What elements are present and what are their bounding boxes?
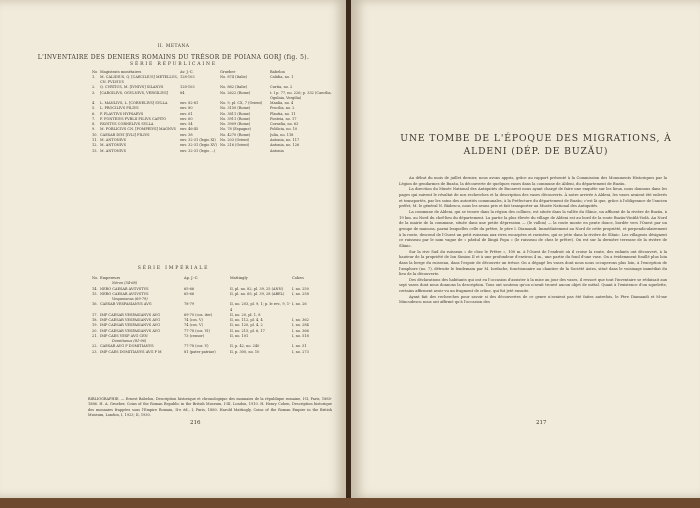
magistrate-cell: M. CALIDIUS, Q. [CAECILIUS] METELLUS, CN. FVLVIUS: [100, 75, 178, 85]
date-cell: 78-79: [184, 302, 195, 307]
mattingly-cell: II, pl. no. 65, pl. 39, 28 (ABEL): [230, 291, 285, 296]
article-title-line-2: ALDENI (DÉP. DE BUZĂU): [463, 146, 609, 157]
number-header: No.: [92, 276, 99, 280]
babelon-cell: Antonia, no. 126: [270, 143, 300, 148]
reign-label: Néron (54-68): [112, 281, 138, 286]
emperor-cell: IMP CAESAR VESPASIANVS AVG: [100, 328, 160, 333]
cohen-header: Cohen: [292, 276, 304, 280]
date-cell: 84: [180, 90, 185, 95]
book-bottom-edge: [0, 498, 700, 508]
babelon-cell: t. I p. 77, no. 226; p. 332 (Caecilia, Ogulnia, Vergilia): [270, 90, 332, 100]
grueber-cell: No. 2622 (Rome): [220, 90, 251, 95]
cohen-cell: I, no. 273: [292, 349, 309, 354]
babelon-cell: Curtia, no. 2: [270, 85, 293, 90]
article-paragraph: Ayant fait des recherches pour savoir si des découvertes de ce genre n'avaient pas été faites autrefois, le Père Diamandi et M-me Mincudescu nous ont affirmé qu'à l'occasion des: [399, 294, 667, 305]
right-page: [351, 0, 700, 498]
magistrate-cell: Q. CVRTIUS, M. [IVNIVS] SILANVS: [100, 85, 164, 90]
number-cell: 5.: [92, 106, 96, 111]
emperor-cell: CAESAR AVG F DOMITIANVS: [100, 344, 154, 349]
republican-section-title: SÉRIE RÉPUBLICAINE: [130, 62, 217, 67]
left-page: [0, 0, 347, 498]
number-cell: 7.: [92, 116, 96, 121]
magistrate-cell: M. ANTONIVS: [100, 148, 126, 153]
number-cell: 6.: [92, 111, 96, 116]
table-row: [92, 350, 332, 355]
cohen-cell: I, no. 284: [292, 323, 309, 328]
date-cell: 74 (cos. V): [184, 317, 203, 322]
number-cell: 21.: [92, 333, 98, 338]
magistrate-cell: M. ANTONIVS: [100, 143, 126, 148]
number-cell: 20.: [92, 328, 98, 333]
date-cell: 69-70 (cos. iter): [184, 312, 213, 317]
grueber-cell: No. 216 (Orient): [220, 143, 250, 148]
bibliography-text: — Ernest Babelon, Description historique et chronologique des monnaies de la république romaine, I-II, Paris, 1885-1886. H. A. Grueber, Coins of the Roman Republic in the British Museum, I-III, London, 1910. H. Henry Cohen, Description historique des monnaies frappées sous l'Empire Romain, II-e éd., I, Paris, 1880. Harold Mattingly, Coins of the Roman Empire in the British Museum, London, I, 1923; II, 1930.: [88, 397, 332, 418]
mattingly-header: Mattingly: [230, 276, 248, 280]
cohen-cell: I, no. 51: [292, 344, 307, 349]
magistrate-cell: L. PROCILIVS FILIVS: [100, 106, 139, 111]
babelon-cell: Antonia, no. 117: [270, 138, 300, 143]
emperor-cell: IMP CAES VESP AVG CEN: [100, 333, 148, 338]
emperor-header: Empereurs: [100, 276, 121, 280]
magistrate-cell: [CARGILIVS, OGVLNIVS, VERGILIVS]: [100, 90, 168, 95]
cohen-cell: I, no. 362: [292, 317, 309, 322]
mattingly-cell: II, no. 203, pl. 9, 1; p. le rev., 9, 1-4: [230, 302, 291, 312]
grueber-header: Grueber: [220, 70, 236, 74]
babelon-cell: Poblicia, no. 10: [270, 127, 298, 132]
number-cell: 15.: [92, 291, 98, 296]
number-cell: 8.: [92, 122, 96, 127]
babelon-cell: Fonteia, no. 17: [270, 116, 297, 121]
number-cell: 16.: [92, 302, 98, 307]
date-cell: 77-78 (cos. VI): [184, 328, 210, 333]
article-paragraph: La direction du Musée National des Antiquités de Bucarest nous ayant chargé de faire une enquête sur les lieux, nous donnons dans les pages qui suivent le résultat de nos recherches et la description des vases découverts. À notre arrivée à Aldeni, les vases avaient été enlevés et transportés, par les soins des autorités communales, à la Préfecture du département de Buzău; c'est là que, grâce à l'obligeance de l'ancien préfet, M. le général N. Bădescu, nous les avons pris et fait transporter au Musée National des Antiquités.: [399, 187, 667, 209]
magistrate-cell: M. ANTONIVS: [100, 138, 126, 143]
babelon-header: Babelon: [270, 70, 285, 74]
number-cell: 12.: [92, 143, 98, 148]
babelon-cell: Antonia: [270, 148, 284, 153]
grueber-cell: No. 874 (Italie): [220, 75, 248, 80]
date-header: Ap. J.-C.: [184, 276, 199, 280]
number-cell: 14.: [92, 286, 98, 291]
republican-table-body: [92, 75, 332, 154]
republican-table: [92, 70, 332, 154]
babelon-cell: Cornelia, no. 63: [270, 122, 299, 127]
magistrate-cell: FAVSTVS CORNELIVS SVLLA: [100, 122, 154, 127]
number-cell: 11.: [92, 138, 98, 143]
date-cell: env. 54: [180, 122, 193, 127]
magistrate-header: Magistrats monétaires: [100, 70, 142, 74]
inventory-title: L'INVENTAIRE DES DENIERS ROMAINS DU TRÉSOR DE POIANA GORJ (fig. 5).: [37, 54, 310, 61]
cohen-cell: I, no. 366: [292, 328, 309, 333]
date-cell: env. 80: [180, 106, 193, 111]
number-cell: 23.: [92, 349, 98, 354]
date-cell: 73 (censor): [184, 333, 205, 338]
mattingly-cell: II, p. 300, no. 10: [230, 349, 260, 354]
babelon-cell: Julia, no. 118: [270, 132, 294, 137]
number-cell: 19.: [92, 323, 98, 328]
magistrate-cell: L. MANLIVS, L. [CORNELIVS] SVLLA: [100, 100, 168, 105]
grueber-cell: No. 3811 (Rome): [220, 111, 251, 116]
table-row: [92, 75, 332, 85]
mattingly-cell: II, no. 120, pl. 4, 2: [230, 323, 263, 328]
grueber-cell: No. 882 (Italie): [220, 85, 248, 90]
number-cell: 17.: [92, 312, 98, 317]
date-cell: 65-66: [184, 286, 195, 291]
article-paragraph: Des déclarations des habitants qui ont eu l'occasion d'assister à la mise au jour des vases, il ressort que tout l'inventaire se réduisait aux sept vases dont nous donnons la description. Tous ont soutenu qu'on n'avait trouvé aucun objet de métal. Quant à l'existence d'un squelette, certains affirment avoir vu un fragment de crâne, qui fut jeté ensuite.: [399, 277, 667, 294]
number-cell: 9.: [92, 127, 96, 132]
number-cell: 18.: [92, 317, 98, 322]
number-cell: 1.: [92, 75, 96, 80]
grueber-cell: No. 9, pl. CX, 7 (Orient): [220, 100, 263, 105]
date-cell: env. 46-45: [180, 127, 199, 132]
mattingly-cell: II, p. 42, no. 240: [230, 344, 260, 349]
mattingly-cell: II, pl. no. 82, pl. 39, 25 (ANN): [230, 286, 283, 291]
cohen-cell: I, no. 518: [292, 333, 309, 338]
bibliography-label: BIBLIOGRAPHIE.: [88, 397, 120, 401]
table-row: [92, 149, 332, 154]
date-cell: env. 32-31 (legio XV): [180, 143, 217, 148]
emperor-cell: CAESAR VESPASIANVS AVG: [100, 302, 152, 307]
emperor-cell: IMP CAESAR VESPASIANVS AVG: [100, 312, 160, 317]
reign-label: Vespasianus (69-79): [112, 297, 148, 302]
cohen-cell: I, no. 26: [292, 302, 307, 307]
number-cell: 22.: [92, 344, 98, 349]
date-header: Av. J.-C.: [180, 70, 194, 74]
imperial-table: [92, 276, 332, 355]
article-paragraph: La commune de Aldeni, qui se trouve dans la région des collines, est située dans la vallée du Slănic, un affluent de la rivière de Buzău, à 19 km. au Nord du chef-lieu du département. La partie la plus élevée du village de Aldeni est au bord de la route Buzău-Vintilă-Vodă. Au Nord de la mairie de la commune, située dans une petite dépression — (le vallon) — la route monte en pente douce, bordée vers l'Ouest par un groupe de maisons, parmi lesquelles celle du prêtre, le père I. Diamandi. Immédiatement au Nord de cette propriété, et perpendiculairement à la route, descend de l'Ouest un petit ruisseau aux rives escarpées et ravinées, qui se jette dans la rivière de Slănic. Les villageois désignent ce ruisseau par le nom vague de « pârâul de lângă Popa » (le ruisseau de chez le prêtre). On est sur la dernière terrasse de la rivière de Slănic.: [399, 209, 667, 248]
emperor-cell: IMP CAESAR VESPASIANVS AVG: [100, 317, 160, 322]
number-header: No: [92, 70, 98, 74]
number-cell: 3.: [92, 90, 96, 95]
article-paragraph: Sur la rive Sud du ruisseau « de chez le Prêtre », 100 m. à l'Ouest de l'endroit où il croise la route, des enfants ont découvert, à la hauteur de la propriété de Ion Simion II et à une profondeur d'environ 4 m., une partie du fond d'une vase. On a évidemment fouillé plus loin dans la berge du ruisseau, dans l'espoir de découvrir un trésor. On a dégagé les vases dont nous nous occuperons plus loin, à l'exception de l'amphore (no. 7), détruite le lendemain par M. Iordache, fonctionnaire au chantier de la Société Astra, situé dans le voisinage immédiat du lieu de la découverte.: [399, 249, 667, 277]
page-number-right: 217: [536, 420, 547, 426]
page-number-left: 216: [190, 420, 201, 426]
number-cell: 10.: [92, 132, 98, 137]
page-header: II. METANA: [157, 44, 190, 49]
babelon-cell: Manlia, no. 4: [270, 100, 294, 105]
magistrate-cell: F. FONTEIVS PVBLII FILIVS CAPITO: [100, 116, 167, 121]
article-title-line-1: UNE TOMBE DE L'ÉPOQUE DES MIGRATIONS, À: [400, 133, 672, 144]
babelon-cell: Calidia, no. 1: [270, 75, 294, 80]
mattingly-cell: II, no. 101: [230, 333, 249, 338]
imperial-table-body: [92, 281, 332, 355]
grueber-cell: No. 3150 (Rome): [220, 106, 251, 111]
magistrate-cell: CAESAR DIVI [IVLI] FILIVS: [100, 132, 150, 137]
babelon-cell: Plautia, no. 11: [270, 111, 296, 116]
emperor-cell: IMP CAES DOMITIANVS AVG P M: [100, 349, 162, 354]
grueber-cell: No. 4270 (Rome): [220, 132, 251, 137]
article-paragraph: Au début du mois de juillet dernier, nous avons appris, grâce au rapport présenté à la Commission des Monuments Historiques par la Légion de gendarmes de Buzău, la découverte de quelques vases dans la commune de Aldeni, du département de Buzău.: [399, 176, 667, 186]
emperor-cell: IMP CAESAR VESPASIANVS AVG: [100, 323, 160, 328]
mattingly-cell: II, no. 112, pl. 4, 4: [230, 317, 263, 322]
mattingly-cell: II, no. 215, pl. 6, 17: [230, 328, 265, 333]
date-cell: 128-103: [180, 85, 195, 90]
magistrate-cell: P. PLAVTIVS HYPSAEVS: [100, 111, 144, 116]
date-cell: 77-78 (cos. V): [184, 344, 209, 349]
babelon-cell: Procilia, no. 2: [270, 106, 295, 111]
date-cell: 81 (pater patriae): [184, 349, 216, 354]
date-cell: 128-103: [180, 75, 195, 80]
date-cell: env. 32-31 (legio XI): [180, 138, 216, 143]
article-body: [399, 176, 667, 306]
emperor-cell: NERO CAESAR AVGVSTVS: [100, 291, 149, 296]
reign-label: Domitianus (81-96): [112, 339, 147, 344]
magistrate-cell: M. POBLICIVS CN. [POMPEIVS] MAGNVS: [100, 127, 176, 132]
mattingly-cell: II, no. 20, pl. 1, 8: [230, 312, 261, 317]
grueber-cell: No. 203 (Orient): [220, 138, 250, 143]
cohen-cell: I, no. 250: [292, 286, 309, 291]
table-row: [92, 302, 332, 312]
imperial-section-title: SÉRIE IMPÉRIALE: [137, 266, 210, 271]
emperor-cell: NERO CAESAR AVGVSTVS: [100, 286, 149, 291]
grueber-cell: No. 3911 (Rome): [220, 116, 251, 121]
grueber-cell: No. 3909 (Rome): [220, 122, 251, 127]
number-cell: 4.: [92, 100, 96, 105]
table-row: [92, 91, 332, 101]
article-title: [391, 132, 681, 158]
date-cell: 65-66: [184, 291, 195, 296]
number-cell: 2.: [92, 85, 96, 90]
date-cell: env. 82-81: [180, 100, 199, 105]
cohen-cell: I, no. 258: [292, 291, 309, 296]
bibliography: [88, 397, 332, 419]
number-cell: 13.: [92, 148, 98, 153]
date-cell: env. 38: [180, 132, 193, 137]
date-cell: env. 32-31 (legio ...): [180, 148, 216, 153]
date-cell: 74 (cos. V): [184, 323, 203, 328]
date-cell: env. 61: [180, 111, 193, 116]
date-cell: env. 60: [180, 116, 193, 121]
grueber-cell: No. 78 (Espagne): [220, 127, 251, 132]
